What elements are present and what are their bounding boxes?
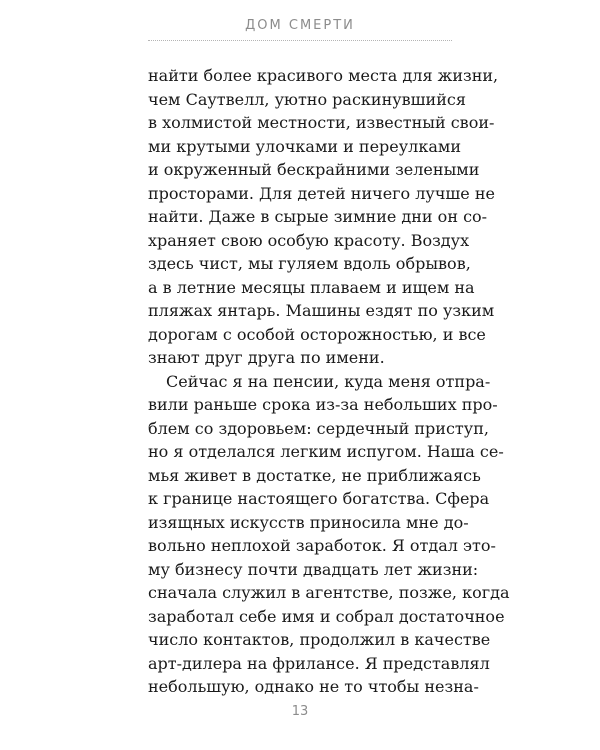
header-divider <box>148 40 452 41</box>
text-line: изящных искусств приносила мне до- <box>148 512 469 532</box>
text-line: арт-дилера на фрилансе. Я представлял <box>148 653 490 673</box>
text-line: но я отделался легким испугом. Наша се- <box>148 442 504 461</box>
text-line: число контактов, продолжил в качестве <box>148 630 491 649</box>
body-text <box>148 64 510 699</box>
page-number: 13 <box>291 704 309 719</box>
text-line: чем Саутвелл, уютно раскинувшийся <box>148 89 466 109</box>
text-line: вольно неплохой заработок. Я отдал это- <box>148 536 496 555</box>
text-line: му бизнесу почти двадцать лет жизни: <box>148 559 479 579</box>
text-line: дорогам с особой осторожностью, и все <box>148 324 486 344</box>
running-header: ДОМ СМЕРТИ <box>245 18 355 33</box>
text-line: вили раньше срока из-за небольших про- <box>148 395 498 414</box>
text-line: просторами. Для детей ничего лучше не <box>148 183 495 203</box>
text-line: в холмистой местности, известный свои- <box>148 113 495 132</box>
text-line: пляжах янтарь. Машины ездят по узким <box>148 301 495 320</box>
text-line: к границе настоящего богатства. Сфера <box>148 489 490 508</box>
text-line: и окруженный бескрайними зелеными <box>148 160 480 179</box>
text-line: небольшую, однако не то чтобы незна- <box>148 677 479 696</box>
text-line: найти более красивого места для жизни, <box>148 66 499 85</box>
text-line: сначала служил в агентстве, позже, когда <box>148 583 510 602</box>
text-line: найти. Даже в сырые зимние дни он со- <box>148 207 488 226</box>
paragraph-first-line: Сейчас я на пенсии, куда меня отпра- <box>166 371 491 391</box>
text-line: ми крутыми улочками и переулками <box>148 136 461 156</box>
text-line: заработал себе имя и собрал достаточное <box>148 606 505 626</box>
text-line: здесь чист, мы гуляем вдоль обрывов, <box>148 254 471 273</box>
text-line: а в летние месяцы плаваем и ищем на <box>148 277 475 297</box>
paragraph-last-line: знают друг друга по имени. <box>148 348 385 367</box>
text-line: блем со здоровьем: сердечный приступ, <box>148 418 489 438</box>
text-line: мья живет в достатке, не приближаясь <box>148 465 481 485</box>
text-line: храняет свою особую красоту. Воздух <box>148 230 470 250</box>
